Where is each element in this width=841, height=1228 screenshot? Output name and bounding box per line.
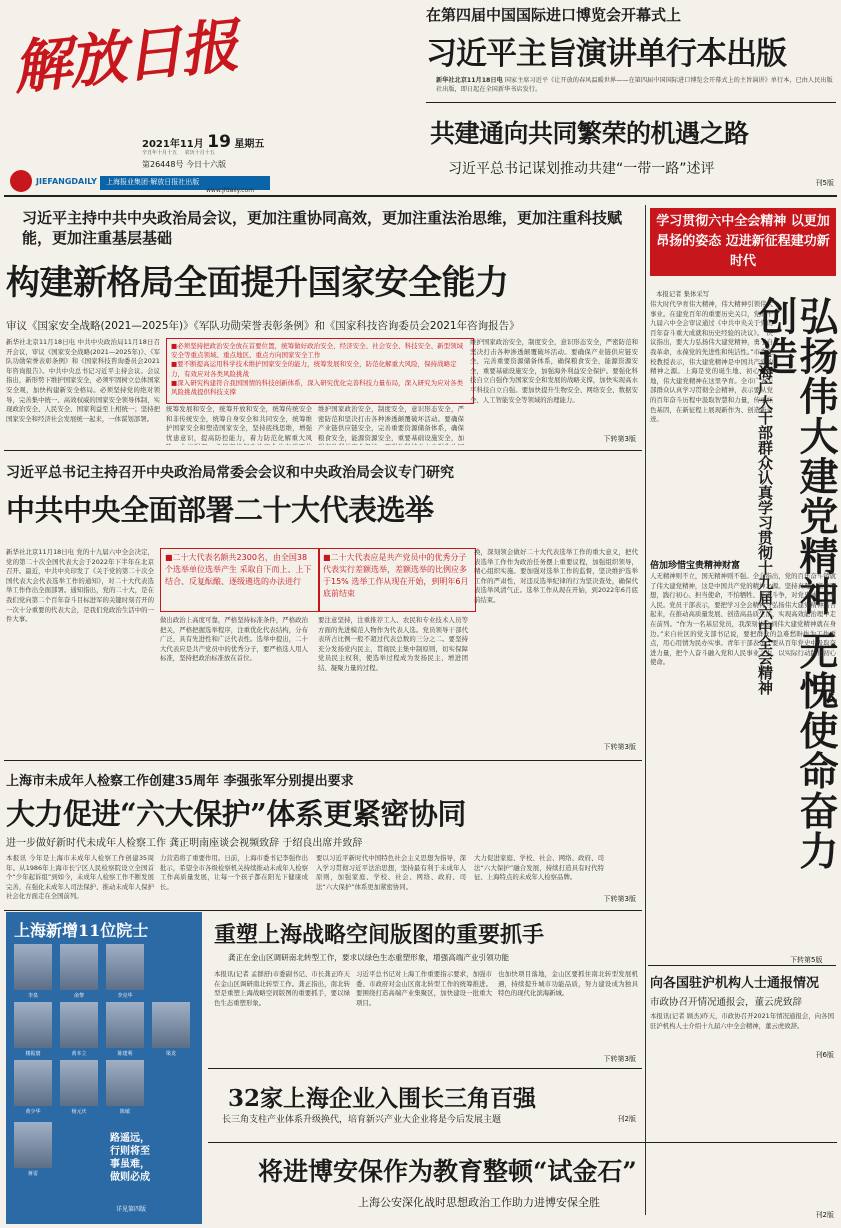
sidebar-rule [645,205,646,1215]
portrait-name: 黄本立 [71,1051,87,1057]
congress-col-4-text: 换，深刻领会做好二十大代表选举工作的重大意义，把代表选举工作作为政治任务摆上重要议程，加强组织领导，精心组织实施。要加强对选举工作的监督，坚决维护选举工作的严肃性，对违反选举纪律的行为坚决查处，确保代表选举风清气正。选举工作从现在开始，到2022年6月底前结束。 [474,548,638,604]
portrait [152,1002,190,1048]
portrait [14,1122,52,1168]
procuratorate-story [6,762,642,908]
portrait [106,944,144,990]
top-story [426,2,836,102]
residents-page-ref[interactable]: 刊6版 [815,1051,834,1059]
portrait [14,1060,52,1106]
congress-page-ref[interactable]: 下转第3版 [603,743,636,751]
procuratorate-col-4-text: 大力促进家庭、学校、社会、网络、政府、司法“六大保护”融合发展，持续打造具有时代特征、上海特点的未成年人检察品牌。 [474,854,604,882]
procuratorate-subhead: 进一步做好新时代未成年人检察工作 龚正明南座谈会视频致辞 于绍良出席并致辞 [6,838,363,849]
sidebar-byline: 本报记者 集体采写 [656,290,710,298]
issue-number: 第26448号 今日十六版 [142,160,226,169]
sidebar-text-2 [650,572,836,956]
lead-col-2 [166,405,312,445]
sidebar-subtitle: 上海广大干部群众认真学习贯彻十九届六中全会精神 [756,350,774,695]
congress-col-1-text: 新华社北京11月18日电 党的十九届六中全会决定，党的第二十次全国代表大会于2022年下半年在北京召开。最近，中共中央印发了《关于党的第二十次全国代表大会代表选举工作的通知》，对二十大代表选举工作作出全面部署。通知指出，党的二十大，是在我们党向第二个百年奋斗目标进军的关键时刻召开的一次十分重要的代表大会，是我们党政治生活中的一件大事。 [6,548,154,624]
top-story-lede [436,76,834,94]
congress-col-3-text: 要注意坚持，注重推荐工人、农民和专业技术人员等方面的先进模范人物作为代表人选。党员领导干部代表所占比例一般不超过代表总数的三分之二。要坚持充分发扬党内民主，贯彻民主集中制原则，切实保障党员民主权利，使选举过程成为发扬民主、增进团结、凝聚力量的过程。 [318,616,468,672]
divider-procuratorate [4,910,642,911]
slogan-line-4: 做则必成 [110,1172,150,1183]
lede-text: 国家主席习近平《让开放的春风温暖世界——在第四届中国国际进口博览会开幕式上的主旨演讲》单行本，已由人民出版社出版，即日起在全国新华书店发行。 [436,77,833,93]
academicians-grid [12,944,198,1220]
procuratorate-kicker: 上海市未成年人检察工作创建35周年 李强张军分别提出要求 [6,774,354,789]
congress-col-1 [6,548,154,752]
space-plan-headline: 重塑上海战略空间版图的重要抓手 [214,922,545,948]
residents-story [650,966,838,1070]
lead-col-3 [318,405,464,445]
congress-kicker: 习近平总书记主持召开中央政治局常委会会议和中央政治局会议专门研究 [6,465,454,481]
sidebar-title: 弘扬伟大建党精神 无愧使命奋力创造 [752,296,839,871]
procuratorate-page-ref[interactable]: 下转第3版 [603,895,636,903]
lead-subhead: 审议《国家安全战略(2021—2025年)》《军队功勋荣誉表彰条例》和《国家科技咨询委员会2021年咨询报告》 [6,320,520,332]
logo-mark [10,170,32,192]
portrait-name: 黄少华 [25,1109,41,1115]
portrait-name: 李克华 [117,993,133,999]
lead-col-2-text: 统筹发展和安全，统筹开放和安全，统筹传统安全和非传统安全，统筹自身安全和共同安全，统筹维护国家安全和塑造国家安全，坚持底线思维，增强忧患意识，提高防控能力，着力防范化解重大风 [166,405,312,442]
procuratorate-headline: 大力促进“六大保护”体系更紧密协同 [6,797,466,831]
congress-headline: 中共中央全面部署二十大代表选举 [6,493,434,527]
lead-col-1 [6,338,160,444]
space-plan-col-2 [356,970,492,1060]
date-weekday: 星期五 [234,139,265,150]
slogan-line-3: 事虽难， [110,1159,150,1170]
masthead-latin: JIEFANGDAILY [36,177,97,186]
residents-subhead: 市政协召开情况通报会，董云虎致辞 [650,997,803,1008]
procuratorate-col-2-text: 力营造将了重要作用。日前，上海市委书记李强作出批示，希望全市各级检察机关持续推动未成年人检察工作高质量发展，让每一个孩子都在阳光下健康成长。 [160,854,308,891]
slogan-line-2: 行则将至 [110,1146,150,1157]
portrait-name: 李泉 [27,993,38,999]
residents-text [650,1012,834,1048]
divider-space-plan [208,1068,642,1069]
belt-road-subhead: 习近平总书记谋划推动共建“一带一路”述评 [448,161,715,177]
portrait [106,1002,144,1048]
lead-kicker: 习近平主持中共中央政治局会议，更加注重协同高效，更加注重法治思维，更加注重科技赋能，更加注重基层基础 [22,209,623,247]
slogan-line-1: 路遥远， [110,1133,150,1144]
sidebar-subhead: 倍加珍惜宝贵精神财富 [650,561,741,571]
procuratorate-col-3 [316,854,466,906]
portrait-name: 楼振寰 [25,1051,41,1057]
website-url[interactable]: www.jfdaily.com [206,187,255,194]
security-headline: 将进博安保作为教育整顿“试金石” [258,1157,637,1186]
yangtze-page-ref[interactable]: 刊2版 [617,1115,636,1123]
portrait-name: 陈建利 [117,1051,133,1057]
procuratorate-col-3-text: 要以习近平新时代中国特色社会主义思想为指导，深入学习贯彻习近平法治思想，坚持最有利于未成年人原则，加强家庭、学校、社会、网络、政府、司法“六大保护”体系更加紧密协同。 [316,854,466,891]
procuratorate-col-4 [474,854,604,906]
lead-bullet-2: ■要不断提高运用科学技术维护国家安全的能力，统筹发展和安全，防范化解重大风险，保持战略定力，有效应对各类风险挑战 [171,360,457,378]
security-page-ref[interactable]: 刊2版 [815,1211,834,1219]
congress-col-4 [474,548,638,742]
lead-page-ref[interactable]: 下转第3版 [603,435,636,443]
belt-road-page-ref[interactable]: 刊5版 [815,179,834,187]
date-day: 19 [207,132,231,152]
portrait [60,1060,98,1106]
procuratorate-col-1 [6,854,154,906]
portrait [14,944,52,990]
academicians-slogan [110,1132,150,1184]
space-plan-col-3 [498,970,638,1050]
top-story-headline: 习近平主旨演讲单行本出版 [426,36,786,72]
congress-box-2 [318,548,476,612]
yangtze-headline: 32家上海企业入围长三角百强 [228,1085,537,1112]
portrait [60,1002,98,1048]
congress-col-2-text: 做出政治上高度可靠，严格坚持标准条件，严格政治把关，严格把握选举程序，注重优化代表结构，分布广泛，具有先进性和广泛代表性。选举中提出，二十大代表应是共产党员中的优秀分子，要严格选人用人标准，坚持把政治标准放在首位。 [160,616,308,663]
residents-text-body: 本报讯(记者 顾杰)昨天，市政协召开2021年情况通报会，向各国驻沪机构人士介绍十九届六中全会精神，董云虎致辞。 [650,1012,834,1030]
belt-road-story [426,104,836,190]
divider-yangtze [208,1142,837,1143]
lead-bullet-1: ■必须坚持把政治安全放在首要位置，统筹做好政治安全、经济安全、社会安全、科技安全、新型领域安全等重点领域、重点地区、重点方向国家安全工作 [171,342,464,360]
lead-bullet-3: ■深入研究构建符合我国国情的科技创新体系，深入研究优化完善科技力量布局，深入研究为应对各类风险挑战提供科技支撑 [171,378,464,397]
residents-headline: 向各国驻沪机构人士通报情况 [650,976,820,991]
security-subhead: 上海公安深化战时思想政治工作助力进博安保全胜 [358,1196,600,1209]
academicians-panel [6,912,202,1224]
masthead-title: 解放日报 [9,11,240,103]
divider-masthead [4,195,837,197]
lead-col-4 [470,338,638,434]
sidebar-text-1-body: 伟大时代孕育伟大精神，伟大精神引领伟大事业。在建党百年的重要历史关口，党的十九届六中全会审议通过《中共中央关于党的百年奋斗重大成就和历史经验的决议》。“决议指出，要大力弘扬伟大建党精神，勇于自我革命，永葆党的先进性和纯洁性。”市委党校教授表示，伟大建党精神是中国共产党的精神之源。上海是党的诞生地、初心始发地，伟大建党精神在这里孕育。全市广大干部群众认真学习贯彻全会精神，表示要从党的百年奋斗历程中汲取智慧和力量，传承红色基因，在新征程上展现新作为、创造新奇迹。 [650,300,773,424]
space-plan-col-2-text: 习近平总书记对上海工作重要指示要求，加强市委、市政府对金山区南北转型工作的统筹推进。要围绕打造高端产业集聚区，加快建设一批重大项目。 [356,970,492,1007]
lead-col-1-text: 新华社北京11月18日电 中共中央政治局11月18日召开会议，审议《国家安全战略(2021—2025年)》、《军队功勋荣誉表彰条例》和《国家科技咨询委员会2021年咨询报告》。中共中央总书记习近平主持会议。会议指出，新形势下维护国家安全，必须牢固树立总体国家安全观，加快构建新安全格局。必须坚持党的绝对领导，完善集中统一、高效权威的国家安全领导体制，实现政治安全、人民安全、国家利益至上相统一；坚持把国家安全和经济社会发展统一起来，一体谋划部署。 [6,338,160,423]
space-plan-col-1 [214,970,350,1060]
publisher-label: 上海报业集团·解放日报社出版 [106,178,200,186]
lunar-line1: 辛丑年十月十五 [142,150,178,156]
sidebar-banner-text: 学习贯彻六中全会精神 以更加昂扬的姿态 迈进新征程建功新时代 [656,214,830,269]
lead-col-3-text: 维护国家政治安全，制度安全，意识形态安全，严密防范和坚决打击各种渗透颠覆破坏活动。要确保产业链供应链安全，完善重要资源储备体系，确保粮食安全，能源资源安全，重要基础设施安全，加 [318,405,464,442]
top-story-kicker: 在第四届中国国际进口博览会开幕式上 [426,6,682,24]
portrait-name: 俞黎 [73,993,84,999]
portrait-name: 杨元庆 [71,1109,87,1115]
congress-col-2 [160,616,308,752]
lunar-date [142,149,215,156]
procuratorate-col-2 [160,854,308,906]
divider-congress [4,760,642,761]
security-story [208,1144,838,1226]
congress-col-3 [318,616,468,752]
yangtze-subhead: 长三角支柱产业体系升级换代，培育新兴产业大企业将是今后发展主题 [222,1115,502,1125]
space-plan-page-ref[interactable]: 下转第3版 [603,1055,636,1063]
date-label: 2021年11月 [142,139,204,150]
lead-bullet-box [166,338,474,404]
academicians-title: 上海新增11位院士 [14,921,149,940]
portrait-name: 梁龙 [165,1051,176,1057]
lede-source: 新华社北京11月18日电 [436,77,503,84]
lead-col-4-text: 维护国家政治安全，制度安全，意识形态安全，严密防范和坚决打击各种渗透颠覆破坏活动。要确保产业链供应链安全，完善重要资源储备体系，确保粮食安全，能源资源安全，重要基础设施安全，加强海外利益安全保护。要强化科技自立自强作为国家安全和发展的战略支撑，加快实现高水平科技自立自强。要加快提升生物安全、网络安全、数据安全、人工智能安全等领域的治理能力。 [470,338,638,404]
masthead [10,4,270,198]
portrait [14,1002,52,1048]
sidebar-banner [650,208,836,276]
space-plan-col-1-text: 本报讯(记者 孟群舒)市委副书记、市长龚正昨天在金山区调研南北转型工作。龚正指出，南北转型是重塑上海战略空间版图的重要抓手，要以绿色生态重塑形象。 [214,970,350,1007]
lunar-line2: 农历十月十五 [184,150,215,156]
lead-headline: 构建新格局全面提升国家安全能力 [6,263,509,303]
sidebar-page-ref[interactable]: 下转第5版 [790,956,823,964]
sidebar-text-2-body: 人无精神则不立，国无精神则不强。全会指出，党的百年奋斗铸就了伟大建党精神，这是中国共产党的精神之源。坚持真理、坚守理想，践行初心、担当使命，不怕牺牲、英勇斗争，对党忠诚、不负人民。党员干部表示，要把学习全会精神与弘扬伟大建党精神结合起来，在推动高质量发展、创造高品质生活、实现高效能治理中走在前列。“作为一名基层党员，我深刻体会到伟大建党精神就在身边。”来自社区的党支部书记说，要把群众的急难愁盼作为工作重点，用心用情为民办实事。青年干部表示，要从百年党史中汲取奋进力量，把个人奋斗融入党和人民事业之中，以实际行动践行初心使命。 [650,572,836,667]
procuratorate-col-1-text: 本报讯 今年是上海市未成年人检察工作创建35周年。从1986年上海市长宁区人民检察院设立全国首个“少年起诉组”到如今，未成年人检察工作不断发展完善，在强化未成年人司法保护、推动未成年人保护社会化方面走在全国前列。 [6,854,154,901]
academicians-ref[interactable]: 详见第四版 [116,1206,147,1213]
divider-top [426,102,836,103]
portrait [60,944,98,990]
portrait-name: 蒋雷 [27,1171,38,1177]
space-plan-story [208,912,640,1068]
congress-story [6,452,642,756]
space-plan-subhead: 龚正在金山区调研南北转型工作，要求以绿色生态重塑形象，增强高端产业引领功能 [228,953,509,962]
congress-box-2-text: ■二十大代表应是共产党员中的优秀分子 代表实行差额选举，差额选举的比例应多于15% 选举工作从现在开始，到明年6月底前结束 [323,553,469,598]
congress-box-1 [160,548,320,612]
congress-box-1-text: ■二十大代表名额共2300名，由全国38个选举单位选举产生 采取自下而上、上下结合、反复酝酿、逐级遴选的办法进行 [165,553,312,586]
space-plan-col-3-text: 也加快项目落地，金山区要抓住南北转型发展机遇，持续提升城市功能品质，努力建设成为独具特色的现代化滨海新城。 [498,970,638,998]
belt-road-headline: 共建通向共同繁荣的机遇之路 [430,119,749,148]
divider-lead [4,450,642,451]
portrait [106,1060,144,1106]
portrait-name: 陈敏 [119,1109,130,1115]
lead-story [6,200,642,446]
